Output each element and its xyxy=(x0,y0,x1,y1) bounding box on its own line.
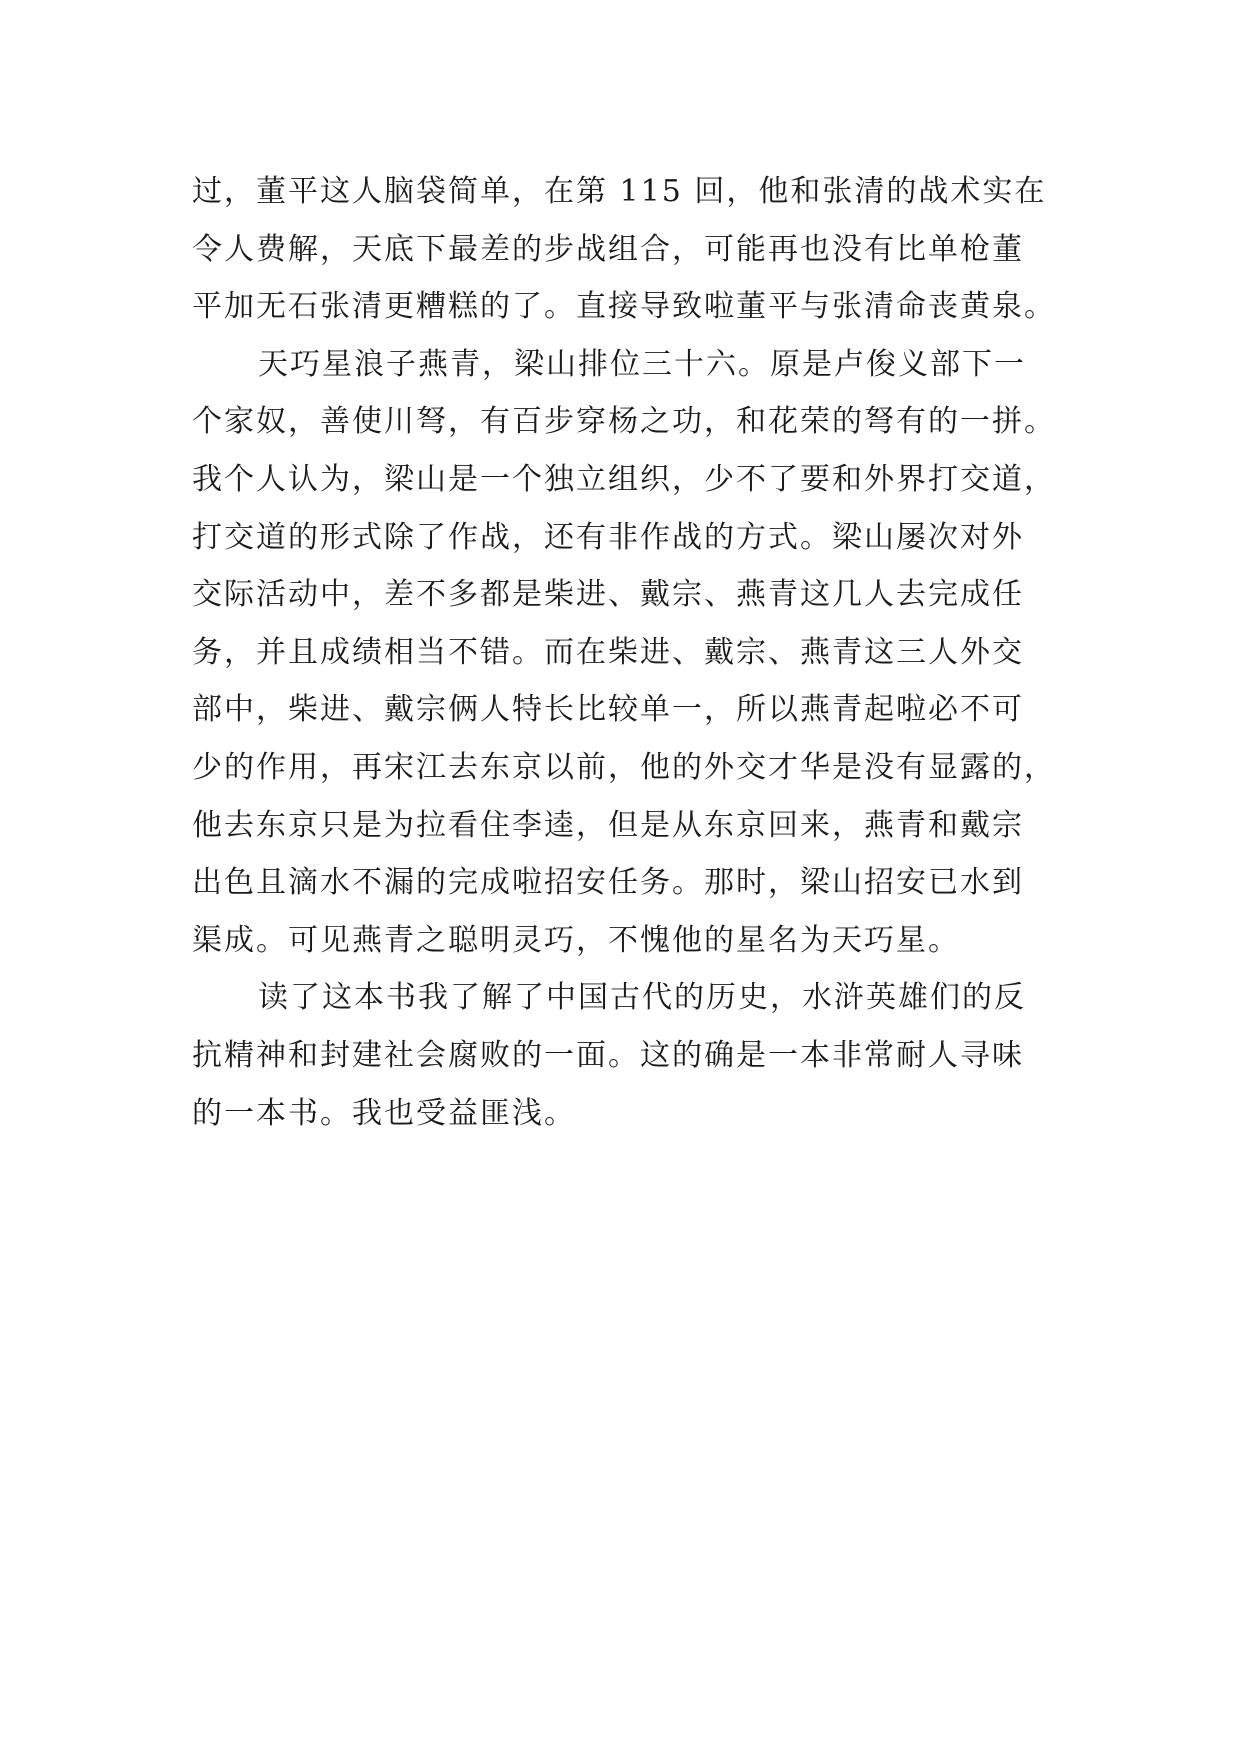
text-line: 渠成。可见燕青之聪明灵巧，不愧他的星名为天巧星。 xyxy=(192,922,960,958)
text-line: 平加无石张清更糟糕的了。直接导致啦董平与张清命丧黄泉。 xyxy=(192,289,1056,325)
paragraph xyxy=(192,969,1072,1142)
text-line: 部中，柴进、戴宗俩人特长比较单一，所以燕青起啦必不可 xyxy=(192,692,1024,728)
text-line: 的一本书。我也受益匪浅。 xyxy=(192,1095,576,1131)
text-line: 天巧星浪子燕青，梁山排位三十六。原是卢俊义部下一 xyxy=(258,346,1026,382)
text-line: 令人费解，天底下最差的步战组合，可能再也没有比单枪董 xyxy=(192,231,1024,267)
text-line: 个家奴，善使川弩，有百步穿杨之功，和花荣的弩有的一拼。 xyxy=(192,404,1056,440)
text-line: 抗精神和封建社会腐败的一面。这的确是一本非常耐人寻味 xyxy=(192,1037,1024,1073)
text-line: 读了这本书我了解了中国古代的历史，水浒英雄们的反 xyxy=(258,980,1026,1016)
paragraph xyxy=(192,163,1072,336)
text-line: 少的作用，再宋江去东京以前，他的外交才华是没有显露的， xyxy=(192,749,1056,785)
paragraph xyxy=(192,336,1072,970)
text-line: 务，并且成绩相当不错。而在柴进、戴宗、燕青这三人外交 xyxy=(192,634,1024,670)
text-line: 我个人认为，梁山是一个独立组织，少不了要和外界打交道， xyxy=(192,461,1056,497)
text-line: 打交道的形式除了作战，还有非作战的方式。梁山屡次对外 xyxy=(192,519,1024,555)
text-line: 过，董平这人脑袋简单，在第 115 回，他和张清的战术实在 xyxy=(192,174,1047,209)
text-line: 交际活动中，差不多都是柴进、戴宗、燕青这几人去完成任 xyxy=(192,577,1024,613)
text-line: 他去东京只是为拉看住李逵，但是从东京回来，燕青和戴宗 xyxy=(192,807,1024,843)
document-body xyxy=(192,163,1072,1142)
text-line: 出色且滴水不漏的完成啦招安任务。那时，梁山招安已水到 xyxy=(192,865,1024,901)
